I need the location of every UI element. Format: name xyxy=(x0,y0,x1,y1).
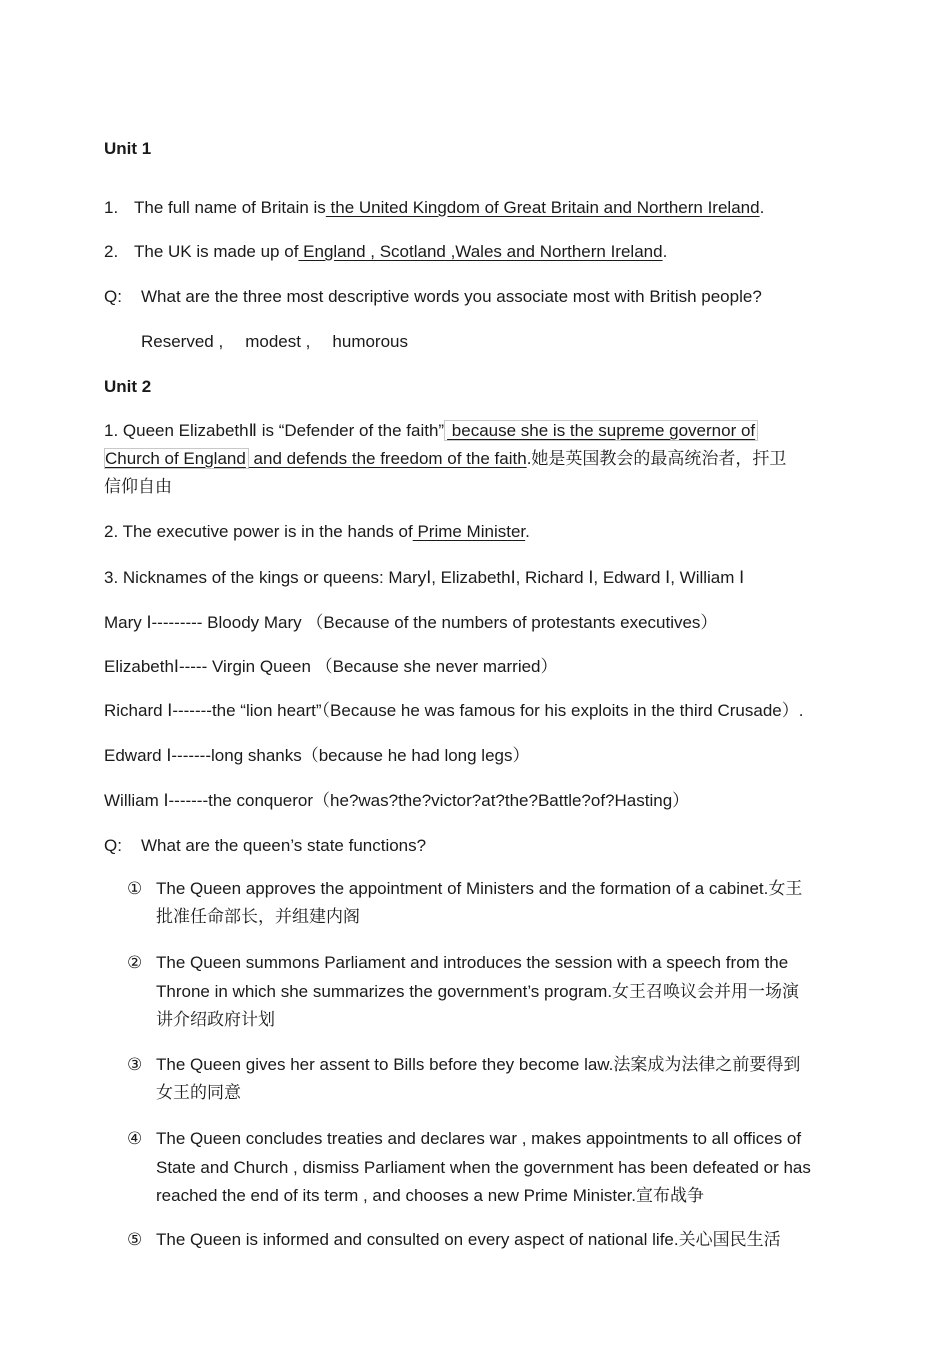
nickname-richard: Richard Ⅰ-------the “lion heart”（Because he was famous for his exploits in the third Crusade）. xyxy=(104,701,804,720)
unit1-heading: Unit 1 xyxy=(104,139,152,158)
unit1-question: Q: What are the three most descriptive words you associate most with British people? xyxy=(104,287,762,306)
unit2-q1-answer-part1: because she is the supreme governor of xyxy=(444,420,758,441)
unit2-q1-answer-part2: Church of England xyxy=(104,448,249,469)
unit1-q1-answer: the United Kingdom of Great Britain and Northern Ireland xyxy=(325,198,760,217)
unit2-q1-line2: Church of England and defends the freedom of the faith.她是英国教会的最高统治者，扞卫 xyxy=(105,449,787,468)
nickname-edward: Edward Ⅰ-------long shanks（because he had long legs） xyxy=(104,746,530,765)
function-1-marker: ① xyxy=(127,879,143,898)
nickname-william: William Ⅰ-------the conqueror（he?was?the?victor?at?the?Battle?of?Hasting） xyxy=(104,791,690,810)
function-1-line2: 批准任命部长，并组建内阁 xyxy=(156,907,360,926)
nickname-elizabeth: ElizabethⅠ----- Virgin Queen （Because she never married） xyxy=(104,657,558,676)
function-2-line1: The Queen summons Parliament and introduces the session with a speech from the xyxy=(156,953,789,972)
function-5-line1: The Queen is informed and consulted on every aspect of national life.关心国民生活 xyxy=(156,1230,781,1249)
function-2-marker: ② xyxy=(127,953,143,972)
unit1-q2-answer: England , Scotland ,Wales and Northern Ireland xyxy=(298,242,663,261)
function-4-line3: reached the end of its term , and chooses a new Prime Minister.宣布战争 xyxy=(156,1186,705,1205)
unit2-q2-answer: Prime Minister xyxy=(412,522,526,541)
unit2-q2: 2. The executive power is in the hands of Prime Minister. xyxy=(104,522,530,541)
function-2-line2: Throne in which she summarizes the government’s program.女王召唤议会并用一场演 xyxy=(156,982,800,1001)
unit2-q1-answer-part3: and defends the freedom of the faith xyxy=(248,449,527,468)
function-3-line1: The Queen gives her assent to Bills before they become law.法案成为法律之前要得到 xyxy=(156,1055,801,1074)
function-1-line1: The Queen approves the appointment of Ministers and the formation of a cabinet.女王 xyxy=(156,879,803,898)
function-2-line3: 讲介绍政府计划 xyxy=(156,1010,275,1029)
unit1-q1: 1. The full name of Britain is the United Kingdom of Great Britain and Northern Ireland. xyxy=(104,198,765,217)
function-3-line2: 女王的同意 xyxy=(156,1083,241,1102)
unit2-q3: 3. Nicknames of the kings or queens: MaryⅠ, ElizabethⅠ, Richard Ⅰ, Edward Ⅰ, William Ⅰ xyxy=(104,568,745,587)
function-4-line2: State and Church , dismiss Parliament when the government has been defeated or has xyxy=(156,1158,811,1177)
nickname-mary: Mary Ⅰ--------- Bloody Mary （Because of the numbers of protestants executives） xyxy=(104,613,718,632)
unit2-q1-line1: 1. Queen ElizabethⅡ is “Defender of the faith” because she is the supreme governor of xyxy=(104,421,758,441)
unit2-heading: Unit 2 xyxy=(104,377,152,396)
unit1-answer: Reserved , modest , humorous xyxy=(141,332,409,351)
unit1-q2: 2. The UK is made up of England , Scotland ,Wales and Northern Ireland. xyxy=(104,242,668,261)
function-4-line1: The Queen concludes treaties and declares war , makes appointments to all offices of xyxy=(156,1129,802,1148)
function-3-marker: ③ xyxy=(127,1055,143,1074)
function-4-marker: ④ xyxy=(127,1129,143,1148)
function-5-marker: ⑤ xyxy=(127,1230,143,1249)
unit2-question: Q: What are the queen’s state functions? xyxy=(104,836,427,855)
unit2-q1-line3: 信仰自由 xyxy=(104,477,172,496)
